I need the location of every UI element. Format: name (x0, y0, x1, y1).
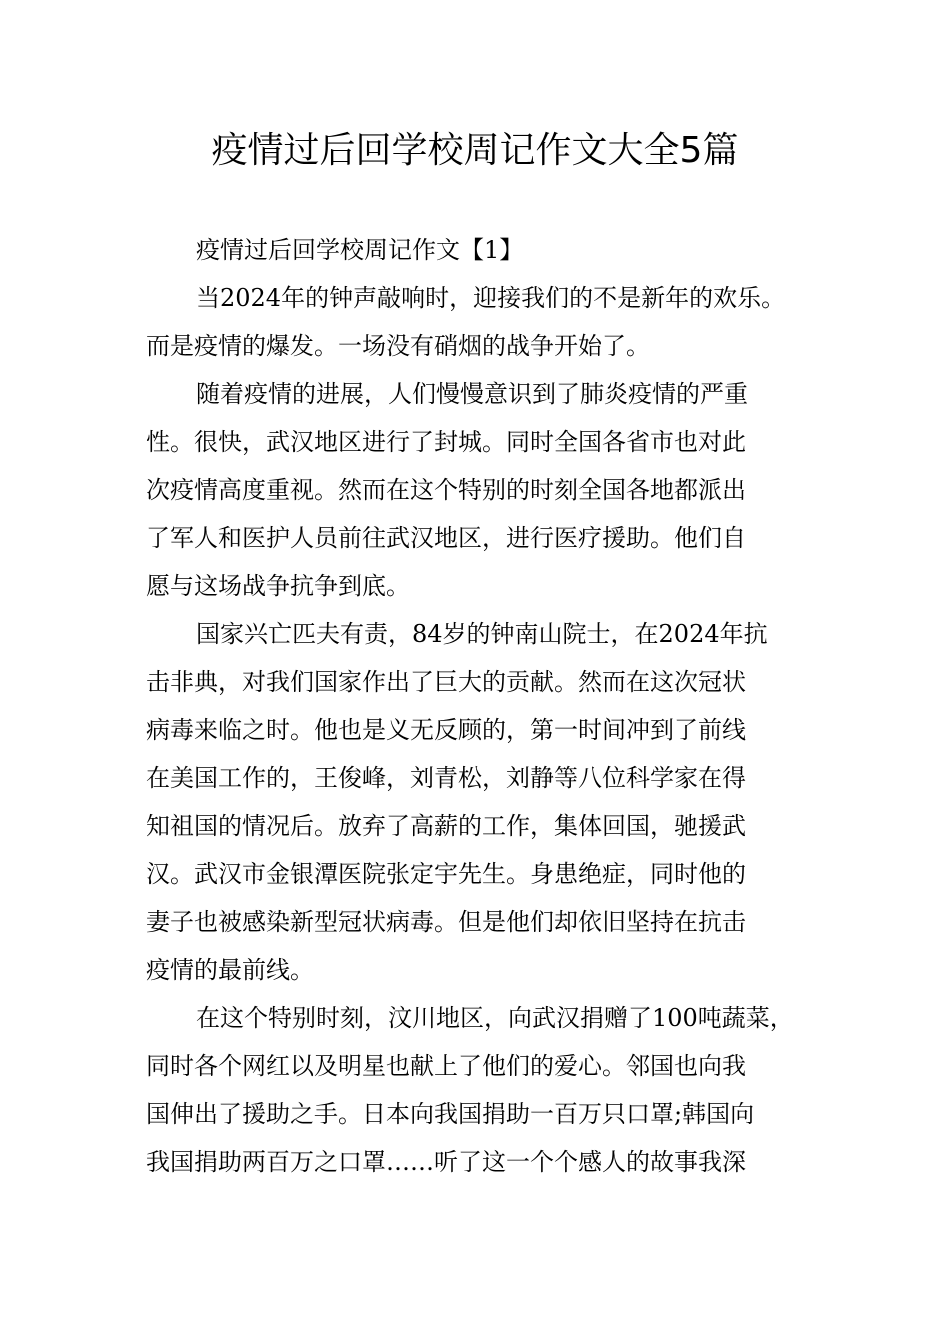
text-line: 在美国工作的，王俊峰，刘青松，刘静等八位科学家在得 (146, 764, 746, 792)
text-line: 疫情过后回学校周记作文【1】 (196, 236, 524, 264)
document-body (146, 226, 836, 1186)
text-line: 国伸出了援助之手。日本向我国捐助一百万只口罩;韩国向 (146, 1100, 755, 1128)
document-title: 疫情过后回学校周记作文大全5篇 (211, 130, 739, 171)
text-line: 国家兴亡匹夫有责，84岁的钟南山院士，在2024年抗 (196, 620, 768, 648)
text-line: 次疫情高度重视。然而在这个特别的时刻全国各地都派出 (146, 476, 746, 504)
text-line: 击非典，对我们国家作出了巨大的贡献。然而在这次冠状 (146, 668, 746, 696)
text-line: 在这个特别时刻，汶川地区，向武汉捐赠了100吨蔬菜， (196, 1004, 794, 1032)
text-line: 我国捐助两百万之口罩……听了这一个个感人的故事我深 (146, 1148, 746, 1176)
text-line: 愿与这场战争抗争到底。 (146, 572, 410, 600)
text-line: 随着疫情的进展，人们慢慢意识到了肺炎疫情的严重 (196, 380, 748, 408)
text-line: 病毒来临之时。他也是义无反顾的，第一时间冲到了前线 (146, 716, 746, 744)
text-line: 当2024年的钟声敲响时，迎接我们的不是新年的欢乐。 (196, 284, 786, 312)
text-line: 同时各个网红以及明星也献上了他们的爱心。邻国也向我 (146, 1052, 746, 1080)
text-line: 疫情的最前线。 (146, 956, 314, 984)
text-line: 而是疫情的爆发。一场没有硝烟的战争开始了。 (146, 332, 650, 360)
text-line: 性。很快，武汉地区进行了封城。同时全国各省市也对此 (146, 428, 746, 456)
text-line: 了军人和医护人员前往武汉地区，进行医疗援助。他们自 (146, 524, 746, 552)
text-line: 汉。武汉市金银潭医院张定宇先生。身患绝症，同时他的 (146, 860, 746, 888)
text-line: 妻子也被感染新型冠状病毒。但是他们却依旧坚持在抗击 (146, 908, 746, 936)
text-line: 知祖国的情况后。放弃了高薪的工作，集体回国，驰援武 (146, 812, 746, 840)
